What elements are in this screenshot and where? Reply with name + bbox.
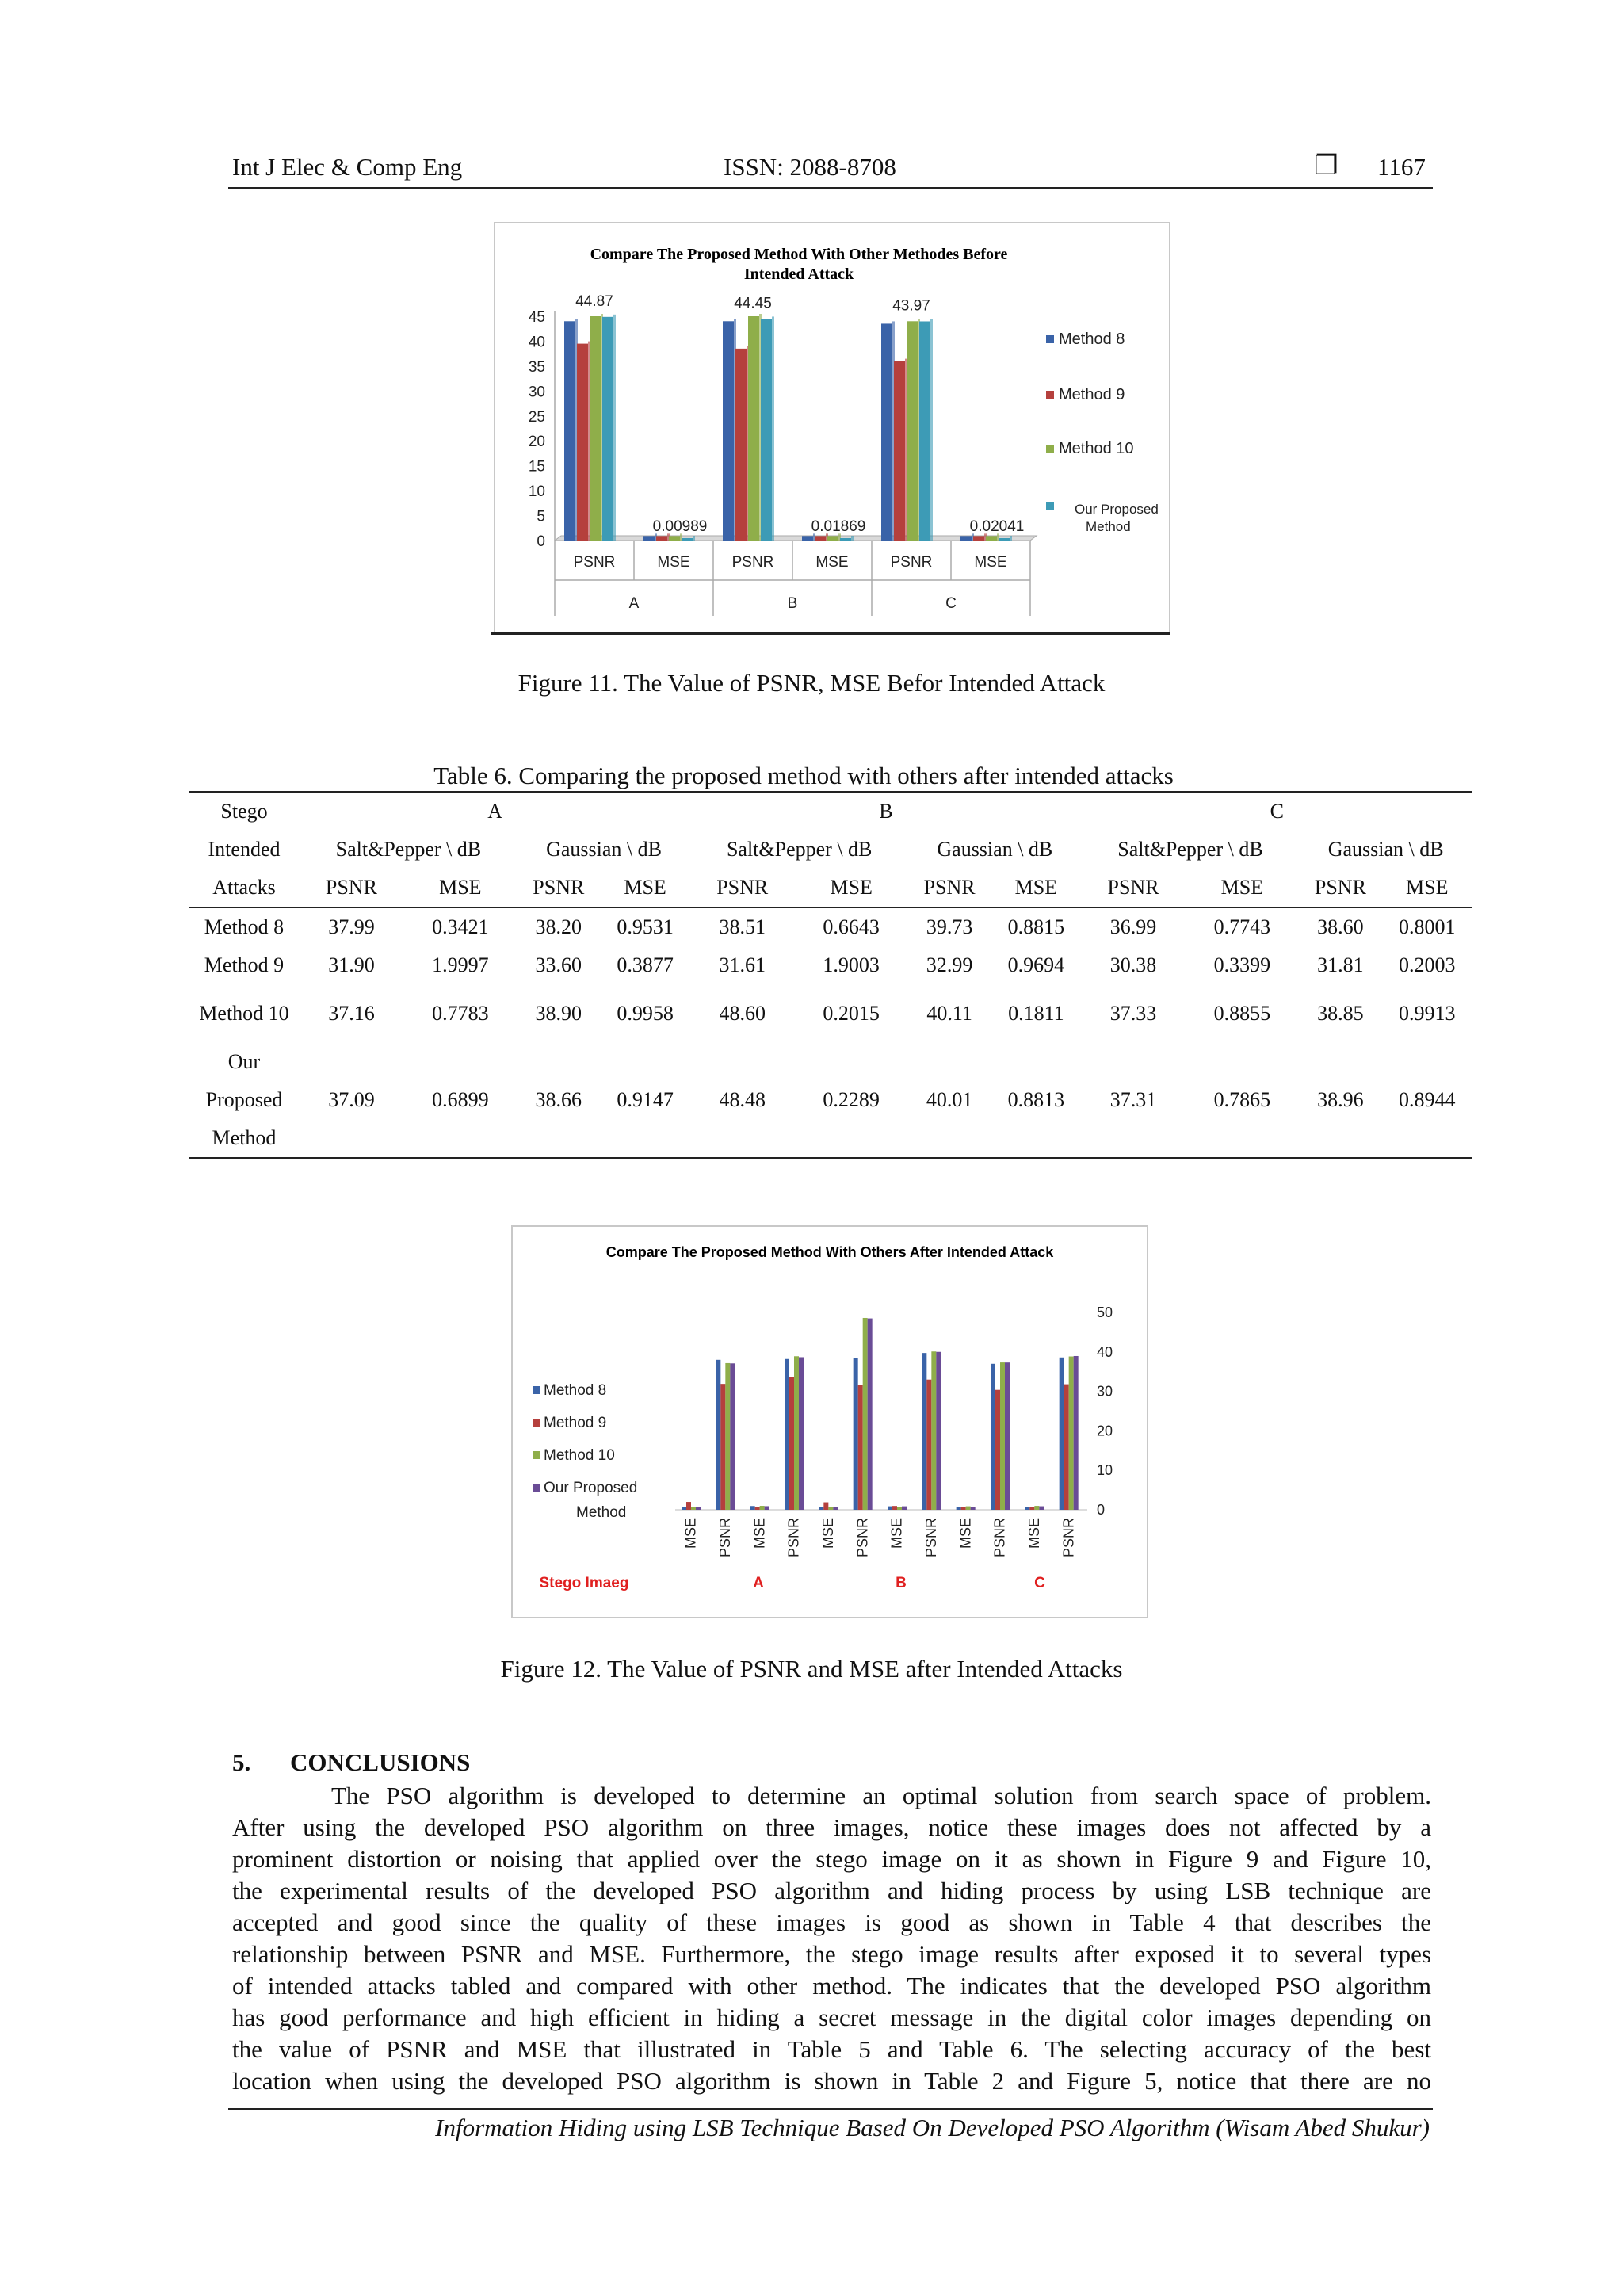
bar-method-8 [957,1507,961,1510]
table-head-cell: PSNR [1107,876,1159,899]
figure-11-chart [495,223,1169,632]
footer-rule [228,2108,1433,2110]
bar-our-proposed-method [730,1363,735,1510]
x-category-label: PSNR [785,1518,802,1558]
body-line: the value of PSNR and MSE that illustrated in Table 5 and Table 6. The selecting accuracy of the best [232,2035,1431,2063]
bar-method-10 [863,1318,868,1510]
table-cell: 31.81 [1317,953,1364,976]
table-head-cell: Stego [220,800,268,823]
legend-swatch [1046,502,1054,510]
x-category-label: MSE [815,554,849,571]
table-head-cell: B [879,800,893,823]
x-category-label: PSNR [890,554,933,571]
table-head-cell: MSE [439,876,482,899]
bar-side [930,319,933,541]
body-line: of intended attacks tabled and compared with other method. The indicates that the developed PSO algorithm [232,1972,1431,2000]
bar-method-10 [748,316,759,541]
legend-swatch [1046,391,1054,399]
bar-side [613,315,616,541]
table-head-cell: C [1270,800,1284,823]
table-cell: 40.01 [926,1088,973,1111]
x-category-label: PSNR [854,1518,871,1558]
data-label: 44.87 [575,292,613,310]
bar-method-9 [686,1502,691,1510]
bar-our-proposed-method [1005,1362,1010,1510]
table-cell: 1.9997 [432,953,489,976]
y-tick-label: 45 [528,309,545,326]
conclusions-body [232,1780,1431,2097]
bar-method-10 [590,316,601,541]
table-cell: 38.51 [719,915,766,938]
table-cell: 31.90 [328,953,375,976]
bar-method-9 [1064,1385,1069,1510]
table-cell: 0.6643 [823,915,880,938]
bar-method-10 [897,1507,902,1510]
x-group-label: B [787,595,798,612]
table-cell: 48.60 [719,1002,766,1025]
bar-method-10 [828,1507,833,1510]
bar-method-9 [995,1390,1000,1510]
table-cell: 37.31 [1109,1088,1157,1111]
table-row-name: Method 10 [199,1002,289,1025]
table-cell: 38.85 [1317,1002,1364,1025]
x-category-label: MSE [888,1518,905,1549]
x-category-label: MSE [957,1518,974,1549]
body-line: After using the developed PSO algorithm on three images, notice these images does not affected by a [232,1813,1431,1841]
bar-method-10 [760,1506,765,1510]
x-category-label: PSNR [573,554,616,571]
bar-method-8 [1025,1507,1029,1510]
table-body [189,907,1472,1043]
data-label: 0.00989 [652,518,708,535]
table-head-cell: MSE [624,876,666,899]
table-cell: 0.6899 [432,1088,489,1111]
table-cell: 0.2289 [823,1088,880,1111]
bar-side [772,316,774,541]
figure-12-chart [513,1227,1147,1617]
bar-method-9 [892,1506,897,1510]
legend-label: Method 8 [544,1382,607,1399]
table-cell: 32.99 [926,953,973,976]
body-line: has good performance and high efficient in hiding a secret message in the digital color images depending on [232,2004,1431,2031]
x-category-label: PSNR [717,1518,733,1558]
x-category-label: MSE [974,554,1007,571]
figure-12-caption: Figure 12. The Value of PSNR and MSE after Intended Attacks [500,1655,1123,1683]
table-row-name [189,1043,300,1158]
section-heading: CONCLUSIONS [290,1748,471,1776]
y-tick-label: 0 [537,533,545,550]
bar-method-8 [716,1360,720,1510]
bar-our-proposed-method [761,319,772,541]
table-head-cell: Gaussian \ dB [546,838,662,861]
table-cell: 38.60 [1317,915,1364,938]
bar-method-10 [794,1356,799,1510]
x-category-label: PSNR [1060,1518,1077,1558]
table-head-cell: PSNR [716,876,769,899]
y-tick-label: 10 [528,483,545,501]
table-head-cell: Salt&Pepper \ dB [726,838,873,861]
table-head-cell: PSNR [533,876,585,899]
bar-method-8 [854,1358,858,1510]
table-cell: 0.8944 [1398,1088,1456,1111]
y-tick-label: 50 [1097,1305,1113,1320]
bar-method-9 [858,1385,863,1510]
y-tick-label: 20 [528,434,545,451]
table-cell: 48.48 [719,1088,766,1111]
table-cell: 0.8813 [1007,1088,1065,1111]
header-rule [228,187,1433,189]
table-cell: 0.7783 [432,1002,489,1025]
table-cell: 39.73 [926,915,973,938]
table-cell: 37.09 [328,1088,375,1111]
table-head-row-2 [189,831,1472,869]
table-head-cell: MSE [1220,876,1264,899]
box-icon: ❐ [1314,151,1338,181]
legend-label: Method 10 [544,1447,615,1464]
bar-our-proposed-method [840,538,851,541]
footer-text: Information Hiding using LSB Technique Based On Developed PSO Algorithm (Wisam Abed Shukur) [435,2114,1430,2141]
bar-method-8 [802,536,813,541]
bar-method-8 [785,1359,789,1510]
bar-method-8 [1060,1358,1064,1510]
table-cell: 38.66 [535,1088,582,1111]
bar-method-9 [656,536,667,541]
y-tick-label: 0 [1097,1502,1106,1518]
table-cell: 0.3421 [432,915,489,938]
y-tick-label: 30 [528,384,545,401]
bar-method-9 [1029,1507,1034,1510]
legend-label: Method 9 [544,1415,607,1431]
page-number: 1167 [1377,153,1426,181]
table-cell: 30.38 [1109,953,1157,976]
running-header-journal: Int J Elec & Comp Eng [232,153,463,181]
table-cell: 37.16 [328,1002,375,1025]
x-group-label: Stego Imaeg [539,1575,629,1591]
bar-our-proposed-method [936,1352,941,1510]
table-row-name: Method 8 [204,915,285,938]
chart-title: Compare The Proposed Method With Other Methodes Before [590,246,1008,263]
bar-side [1010,536,1012,541]
x-group-label: C [1034,1575,1045,1591]
bar-our-proposed-method [1039,1507,1044,1510]
bar-method-9 [815,536,826,541]
bar-our-proposed-method [696,1507,701,1510]
bar-our-proposed-method [999,538,1010,541]
bar-method-10 [1034,1506,1039,1510]
data-label: 0.01869 [811,518,866,535]
table-cell: 38.90 [535,1002,582,1025]
y-tick-label: 40 [528,334,545,351]
table-head-cell: PSNR [325,876,377,899]
legend-swatch [1046,335,1054,343]
table-cell: 40.11 [926,1002,972,1025]
bar-method-8 [960,536,972,541]
table-cell: 38.96 [1317,1088,1364,1111]
bar-method-8 [819,1507,823,1510]
table-cell: 0.9694 [1007,953,1065,976]
table-cell: 0.8855 [1213,1002,1271,1025]
bar-method-10 [669,536,680,541]
row-name-line: Method [212,1126,277,1149]
figure-11-underline [491,632,1170,635]
bar-method-10 [1000,1362,1005,1510]
x-category-label: PSNR [923,1518,939,1558]
legend-label: Method [576,1504,627,1521]
table-cell: 0.9531 [617,915,674,938]
bar-method-10 [907,321,918,541]
y-tick-label: 15 [528,458,545,476]
table-cell: 0.1811 [1008,1002,1064,1025]
table-head-cell: Intended [208,838,281,861]
body-line: The PSO algorithm is developed to determine an optimal solution from search space of problem. [331,1782,1431,1809]
table-head-cell: Salt&Pepper \ dB [335,838,482,861]
table-cell: 0.8815 [1007,915,1065,938]
table-cell: 37.99 [328,915,375,938]
bar-method-8 [881,323,892,541]
chart-title: Compare The Proposed Method With Others After Intended Attack [605,1244,1054,1260]
bar-side [851,536,854,541]
legend-label: Method 9 [1059,386,1125,403]
table-cell: 0.9147 [617,1088,674,1111]
table-cell: 0.2003 [1398,953,1456,976]
bar-method-9 [973,536,984,541]
table-head-cell: MSE [830,876,873,899]
bar-method-9 [823,1503,828,1510]
bar-method-10 [691,1507,696,1510]
x-category-label: MSE [657,554,690,571]
running-header-issn: ISSN: 2088-8708 [724,153,896,181]
legend-label: Our Proposed [544,1480,638,1496]
y-tick-label: 20 [1097,1423,1113,1439]
table-cell: 0.2015 [823,1002,880,1025]
bar-method-10 [986,536,997,541]
bar-our-proposed-method [682,538,693,541]
bar-our-proposed-method [902,1507,907,1510]
data-label: 0.02041 [969,518,1025,535]
bar-method-9 [789,1377,794,1510]
bar-our-proposed-method [919,321,930,541]
figure-11 [494,222,1170,634]
table-cell: 37.33 [1109,1002,1157,1025]
bar-method-8 [991,1364,995,1510]
row-name-line: Proposed [205,1088,283,1111]
bar-method-8 [922,1353,926,1510]
x-category-label: MSE [1026,1518,1042,1549]
section-number: 5. [232,1748,251,1776]
y-tick-label: 30 [1097,1383,1113,1400]
body-line: accepted and good since the quality of these images is good as shown in Table 4 that describes the [232,1908,1431,1936]
table-head-cell: PSNR [923,876,976,899]
table-row [189,907,1472,946]
body-line: relationship between PSNR and MSE. Furthermore, the stego image results after exposed it to several types [232,1940,1431,1968]
y-tick-label: 10 [1097,1462,1113,1479]
body-line: the experimental results of the developed PSO algorithm and hiding process by using LSB technique are [232,1877,1431,1904]
data-label: 43.97 [892,297,930,315]
table-row-name: Method 9 [204,953,285,976]
bar-method-9 [755,1507,760,1510]
bar-method-8 [723,321,734,541]
bar-method-10 [931,1351,936,1510]
x-group-label: A [628,595,640,612]
table-row [189,984,1472,1043]
y-tick-label: 35 [528,358,545,376]
bar-our-proposed-method [833,1507,838,1510]
table-head-cell: PSNR [1314,876,1366,899]
bar-method-9 [961,1507,966,1510]
table-cell: 0.7865 [1213,1088,1271,1111]
legend-swatch [533,1386,540,1394]
table-head-cell: Gaussian \ dB [1327,838,1444,861]
table-row-proposed [189,1043,1472,1158]
bar-method-9 [577,344,588,541]
bar-method-9 [720,1384,725,1510]
bar-our-proposed-method [765,1506,769,1510]
x-group-label: B [896,1575,907,1591]
x-category-label: MSE [682,1518,699,1549]
legend-swatch [533,1419,540,1427]
row-name-line: Our [227,1050,261,1073]
y-tick-label: 25 [528,408,545,426]
y-tick-label: 40 [1097,1343,1113,1360]
bar-method-10 [725,1363,730,1510]
table-6-title: Table 6. Comparing the proposed method with others after intended attacks [433,762,1174,789]
data-label: 44.45 [734,295,772,312]
table-head-cell: A [487,800,503,823]
legend-swatch [533,1451,540,1459]
table-cell: 0.3399 [1213,953,1271,976]
bar-method-10 [966,1507,971,1510]
bar-our-proposed-method [602,317,613,541]
figure-11-caption: Figure 11. The Value of PSNR, MSE Befor Intended Attack [517,669,1106,697]
bar-method-8 [643,536,655,541]
table-head-cell: Salt&Pepper \ dB [1117,838,1263,861]
bar-method-9 [894,361,905,541]
table-head-row-3 [189,869,1472,907]
chart-title-line2: Intended Attack [743,266,854,283]
x-group-label: A [753,1575,764,1591]
table-row [189,946,1472,984]
bar-method-8 [682,1507,686,1510]
table-head-cell: MSE [1014,876,1058,899]
table-cell: 31.61 [719,953,766,976]
legend-swatch [533,1484,540,1492]
bar-our-proposed-method [868,1319,873,1510]
legend-label: Our Proposed [1075,502,1159,517]
bar-method-9 [926,1380,931,1510]
bar-side [693,536,695,541]
bar-our-proposed-method [971,1507,976,1510]
table-head-cell: Gaussian \ dB [937,838,1053,861]
body-line: prominent distortion or noising that applied over the stego image on it as shown in Figure 9 and Figure 10, [232,1845,1431,1873]
legend-label: Method [1086,519,1131,534]
table-cell: 36.99 [1109,915,1157,938]
bar-our-proposed-method [1074,1356,1079,1510]
table-head-cell: Attacks [212,876,276,899]
table-cell: 0.3877 [617,953,674,976]
bar-our-proposed-method [799,1357,804,1510]
table-head-cell: MSE [1405,876,1449,899]
table-head-row-1 [189,793,1472,831]
legend-label: Method 8 [1059,330,1125,348]
x-group-label: C [945,595,957,612]
x-category-label: MSE [820,1518,836,1549]
x-category-label: PSNR [991,1518,1008,1558]
bar-method-8 [888,1507,892,1510]
y-tick-label: 5 [537,508,545,525]
table-cell: 0.9913 [1398,1002,1456,1025]
x-category-label: MSE [751,1518,768,1549]
bar-method-9 [735,349,747,541]
legend-label: Method 10 [1059,440,1134,457]
table-cell: 0.9958 [617,1002,674,1025]
table-cell: 1.9003 [823,953,880,976]
table-cell: 33.60 [535,953,582,976]
figure-12 [511,1225,1148,1618]
bar-method-8 [750,1506,755,1510]
legend-swatch [1046,445,1054,453]
body-line: location when using the developed PSO algorithm is shown in Table 2 and Figure 5, notice that there are no [232,2067,1431,2095]
bar-method-8 [564,321,575,541]
bar-method-10 [1069,1357,1074,1510]
table-6 [189,793,1472,1159]
bar-method-10 [827,536,838,541]
table-cell: 38.20 [535,915,582,938]
table-cell: 0.7743 [1213,915,1271,938]
table-cell: 0.8001 [1398,915,1456,938]
x-category-label: PSNR [731,554,774,571]
